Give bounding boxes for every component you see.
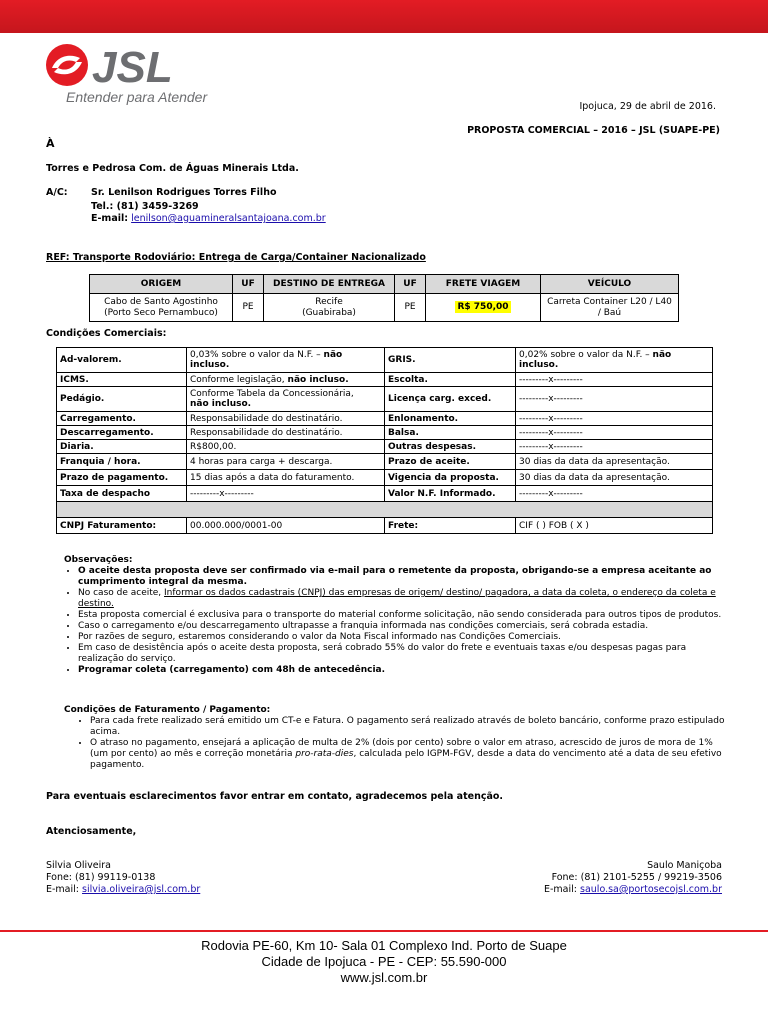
conditions-title: Condições Comerciais: bbox=[46, 328, 167, 339]
signature-right-name: Saulo Maniçoba bbox=[647, 860, 722, 871]
enlonamento-value: ---------x--------- bbox=[516, 412, 713, 426]
carregamento-label: Carregamento. bbox=[57, 412, 187, 426]
diaria-value: R$800,00. bbox=[187, 440, 385, 454]
escolta-label: Escolta. bbox=[385, 373, 516, 387]
descarregamento-value: Responsabilidade do destinatário. bbox=[187, 426, 385, 440]
signature-right-phone: Fone: (81) 2101-5255 / 99219-3506 bbox=[551, 872, 722, 883]
table-separator-row bbox=[57, 502, 713, 518]
col-origin: ORIGEM bbox=[90, 275, 233, 294]
observations-section bbox=[46, 555, 726, 676]
logo-brand: JSL bbox=[92, 43, 173, 92]
outras-despesas-value: ---------x--------- bbox=[516, 440, 713, 454]
descarregamento-label: Descarregamento. bbox=[57, 426, 187, 440]
prazo-pagamento-label: Prazo de pagamento. bbox=[57, 470, 187, 486]
list-item: • Caso o carregamento e/ou descarregamento ultrapasse a franquia informada nas condições comerciais, será cobrada estadia. bbox=[78, 621, 726, 632]
uf-destination-cell: PE bbox=[395, 294, 426, 322]
pedagio-label: Pedágio. bbox=[57, 387, 187, 412]
date-line: Ipojuca, 29 de abril de 2016. bbox=[579, 101, 716, 112]
list-item: • O atraso no pagamento, ensejará a aplicação de multa de 2% (dois por cento) sobre o valor em atraso, acrescido de juros de mora de 1% (um por cento) ao mês e correção monetária pro-rata-dies, calculada pelo IGPM-FGV, desde a data do vencimento até a data de seu efetivo pagamento. bbox=[90, 738, 728, 771]
signature-left-email-link[interactable]: silvia.oliveira@jsl.com.br bbox=[82, 884, 201, 895]
footer bbox=[0, 938, 768, 986]
table-row bbox=[57, 518, 713, 534]
list-item: • Programar coleta (carregamento) com 48h de antecedência. bbox=[78, 665, 726, 676]
gris-label: GRIS. bbox=[385, 348, 516, 373]
cnpj-label: CNPJ Faturamento: bbox=[57, 518, 187, 534]
table-row bbox=[57, 412, 713, 426]
gris-value: 0,02% sobre o valor da N.F. – não incluso. bbox=[516, 348, 713, 373]
signature-right: Saulo Maniçoba Fone: (81) 2101-5255 / 99219-3506 E-mail: saulo.sa@portosecojsl.com.br bbox=[544, 860, 722, 895]
observations-title: Observações: bbox=[64, 555, 133, 565]
table-row bbox=[57, 387, 713, 412]
footer-website: www.jsl.com.br bbox=[340, 970, 428, 985]
icms-value: Conforme legislação, não incluso. bbox=[187, 373, 385, 387]
footer-address: Rodovia PE-60, Km 10- Sala 01 Complexo Ind. Porto de Suape bbox=[201, 938, 567, 953]
top-red-bar bbox=[0, 0, 768, 33]
conditions-table bbox=[56, 347, 713, 534]
logo-tagline: Entender para Atender bbox=[66, 89, 208, 105]
vigencia-label: Vigencia da proposta. bbox=[385, 470, 516, 486]
jsl-logo bbox=[44, 42, 224, 108]
table-row bbox=[57, 426, 713, 440]
billing-title: Condições de Faturamento / Pagamento: bbox=[64, 705, 271, 715]
ad-valorem-label: Ad-valorem. bbox=[57, 348, 187, 373]
email-label: E-mail: bbox=[91, 213, 129, 224]
vehicle-cell: Carreta Container L20 / L40 / Baú bbox=[541, 294, 679, 322]
regards: Atenciosamente, bbox=[46, 826, 137, 837]
enlonamento-label: Enlonamento. bbox=[385, 412, 516, 426]
list-item: • O aceite desta proposta deve ser confirmado via e-mail para o remetente da proposta, obrigando-se a empresa aceitante ao cumprimento integral da mesma. bbox=[78, 566, 726, 588]
signature-right-email-link[interactable]: saulo.sa@portosecojsl.com.br bbox=[580, 884, 722, 895]
balsa-value: ---------x--------- bbox=[516, 426, 713, 440]
cnpj-value: 00.000.000/0001-00 bbox=[187, 518, 385, 534]
col-vehicle: VEÍCULO bbox=[541, 275, 679, 294]
recipient-company: Torres e Pedrosa Com. de Águas Minerais Ltda. bbox=[46, 163, 299, 174]
salutation: À bbox=[46, 137, 55, 150]
table-row bbox=[57, 440, 713, 454]
escolta-value: ---------x--------- bbox=[516, 373, 713, 387]
signature-left-name: Silvia Oliveira bbox=[46, 860, 112, 871]
destination-cell: Recife (Guabiraba) bbox=[264, 294, 395, 322]
freight-cell bbox=[426, 294, 541, 322]
prazo-pagamento-value: 15 dias após a data do faturamento. bbox=[187, 470, 385, 486]
franquia-value: 4 horas para carga + descarga. bbox=[187, 454, 385, 470]
table-row bbox=[57, 454, 713, 470]
contact-line: Para eventuais esclarecimentos favor entrar em contato, agradecemos pela atenção. bbox=[46, 791, 504, 802]
list-item: • Esta proposta comercial é exclusiva para o transporte do material conforme solicitação, não sendo considerada para outros tipos de produtos. bbox=[78, 610, 726, 621]
outras-despesas-label: Outras despesas. bbox=[385, 440, 516, 454]
footer-city: Cidade de Ipojuca - PE - CEP: 55.590-000 bbox=[261, 954, 507, 969]
table-row bbox=[57, 348, 713, 373]
route-table bbox=[89, 274, 679, 322]
taxa-despacho-label: Taxa de despacho bbox=[57, 486, 187, 502]
table-row bbox=[90, 294, 679, 322]
route-table-header bbox=[90, 275, 679, 294]
table-row bbox=[57, 470, 713, 486]
list-item: • Por razões de seguro, estaremos considerando o valor da Nota Fiscal informado nas Condições Comerciais. bbox=[78, 632, 726, 643]
carregamento-value: Responsabilidade do destinatário. bbox=[187, 412, 385, 426]
billing-section bbox=[64, 705, 728, 771]
frete-label: Frete: bbox=[385, 518, 516, 534]
col-uf-origin: UF bbox=[233, 275, 264, 294]
uf-origin-cell: PE bbox=[233, 294, 264, 322]
franquia-label: Franquia / hora. bbox=[57, 454, 187, 470]
recipient-email-link[interactable]: lenilson@aguamineralsantajoana.com.br bbox=[131, 213, 326, 224]
contact-name: Sr. Lenilson Rodrigues Torres Filho bbox=[91, 187, 277, 198]
prazo-aceite-label: Prazo de aceite. bbox=[385, 454, 516, 470]
list-item: • Em caso de desistência após o aceite desta proposta, será cobrado 55% do valor do frete e eventuais taxas e/ou despesas pagas para realização do serviço. bbox=[78, 643, 726, 665]
vigencia-value: 30 dias da data da apresentação. bbox=[516, 470, 713, 486]
ad-valorem-value: 0,03% sobre o valor da N.F. – não incluso. bbox=[187, 348, 385, 373]
taxa-despacho-value: ---------x--------- bbox=[187, 486, 385, 502]
col-freight: FRETE VIAGEM bbox=[426, 275, 541, 294]
contact-tel: Tel.: (81) 3459-3269 bbox=[91, 201, 199, 212]
pedagio-value: Conforme Tabela da Concessionária, não incluso. bbox=[187, 387, 385, 412]
prazo-aceite-value: 30 dias da data da apresentação. bbox=[516, 454, 713, 470]
col-destination: DESTINO DE ENTREGA bbox=[264, 275, 395, 294]
valor-nf-label: Valor N.F. Informado. bbox=[385, 486, 516, 502]
diaria-label: Diaria. bbox=[57, 440, 187, 454]
frete-value: CIF ( ) FOB ( X ) bbox=[516, 518, 713, 534]
freight-value: R$ 750,00 bbox=[457, 302, 509, 312]
valor-nf-value: ---------x--------- bbox=[516, 486, 713, 502]
signature-left: Silvia Oliveira Fone: (81) 99119-0138 E-mail: silvia.oliveira@jsl.com.br bbox=[46, 860, 201, 895]
licenca-label: Licença carg. exced. bbox=[385, 387, 516, 412]
table-row bbox=[57, 486, 713, 502]
balsa-label: Balsa. bbox=[385, 426, 516, 440]
list-item: • Para cada frete realizado será emitido um CT-e e Fatura. O pagamento será realizado através de boleto bancário, conforme prazo estipulado acima. bbox=[90, 716, 728, 738]
table-row bbox=[57, 373, 713, 387]
footer-divider bbox=[0, 930, 768, 932]
proposal-title: PROPOSTA COMERCIAL – 2016 – JSL (SUAPE-PE) bbox=[467, 125, 720, 136]
icms-label: ICMS. bbox=[57, 373, 187, 387]
origin-cell: Cabo de Santo Agostinho (Porto Seco Pernambuco) bbox=[90, 294, 233, 322]
signature-left-phone: Fone: (81) 99119-0138 bbox=[46, 872, 156, 883]
list-item: • No caso de aceite, Informar os dados cadastrais (CNPJ) das empresas de origem/ destino/ pagadora, a data da coleta, o endereço da coleta e destino. bbox=[78, 588, 726, 610]
reference-line: REF: Transporte Rodoviário: Entrega de Carga/Container Nacionalizado bbox=[46, 252, 426, 263]
licenca-value: ---------x--------- bbox=[516, 387, 713, 412]
ac-label: A/C: bbox=[46, 187, 68, 198]
col-uf-destination: UF bbox=[395, 275, 426, 294]
